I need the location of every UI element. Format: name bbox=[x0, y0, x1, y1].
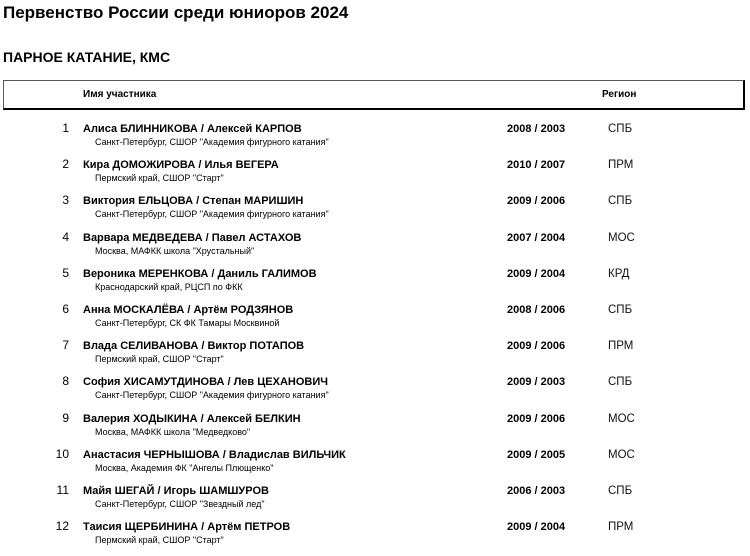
region-code: ПРМ bbox=[608, 340, 634, 353]
region-code: СПБ bbox=[608, 123, 633, 135]
column-header-region: Регион bbox=[602, 89, 637, 100]
birth-years: 2009 / 2004 bbox=[507, 267, 566, 280]
pair-names: София ХИСАМУТДИНОВА / Лев ЦЕХАНОВИЧ bbox=[83, 376, 328, 389]
club-info: Санкт-Петербург, СК ФК Тамары Москвиной bbox=[95, 317, 280, 328]
pair-names: Кира ДОМОЖИРОВА / Илья ВЕГЕРА bbox=[83, 159, 279, 172]
club-info: Пермский край, СШОР "Старт" bbox=[95, 354, 224, 365]
entry-number: 3 bbox=[62, 193, 69, 208]
pair-names: Алиса БЛИННИКОВА / Алексей КАРПОВ bbox=[83, 123, 302, 135]
region-code: СПБ bbox=[608, 484, 633, 497]
pair-names: Влада СЕЛИВАНОВА / Виктор ПОТАПОВ bbox=[83, 340, 305, 353]
pair-names: Валерия ХОДЫКИНА / Алексей БЕЛКИН bbox=[83, 412, 301, 425]
entry-number: 8 bbox=[62, 374, 69, 389]
entry-number: 5 bbox=[62, 265, 69, 280]
entry-number: 1 bbox=[62, 121, 69, 135]
birth-years: 2007 / 2004 bbox=[507, 231, 566, 244]
region-code: МОС bbox=[608, 412, 635, 425]
region-code: СПБ bbox=[608, 376, 633, 389]
birth-years: 2009 / 2006 bbox=[507, 412, 566, 425]
pair-names: Анна МОСКАЛЁВА / Артём РОДЗЯНОВ bbox=[83, 303, 294, 316]
pair-names: Таисия ЩЕРБИНИНА / Артём ПЕТРОВ bbox=[83, 521, 291, 534]
entry-number: 2 bbox=[62, 157, 69, 172]
club-info: Краснодарский край, РЦСП по ФКК bbox=[95, 281, 243, 292]
table-row bbox=[0, 120, 750, 156]
birth-years: 2008 / 2006 bbox=[507, 303, 566, 316]
pair-names: Вероника МЕРЕНКОВА / Даниль ГАЛИМОВ bbox=[83, 267, 317, 280]
table-row bbox=[0, 301, 750, 337]
club-info: Пермский край, СШОР "Старт" bbox=[95, 173, 224, 184]
column-header-name: Имя участника bbox=[83, 89, 157, 100]
table-row bbox=[0, 229, 750, 265]
birth-years: 2009 / 2006 bbox=[507, 340, 566, 353]
page-title: Первенство России среди юниоров 2024 bbox=[3, 3, 349, 22]
birth-years: 2010 / 2007 bbox=[507, 159, 566, 172]
club-info: Санкт-Петербург, СШОР "Академия фигурного катания" bbox=[95, 209, 329, 220]
birth-years: 2009 / 2003 bbox=[507, 376, 566, 389]
section-title: ПАРНОЕ КАТАНИЕ, КМС bbox=[3, 49, 171, 65]
entry-number: 11 bbox=[56, 482, 69, 497]
pair-names: Варвара МЕДВЕДЕВА / Павел АСТАХОВ bbox=[83, 231, 302, 244]
pair-names: Майя ШЕГАЙ / Игорь ШАМШУРОВ bbox=[83, 484, 269, 497]
pair-names: Анастасия ЧЕРНЫШОВА / Владислав ВИЛЬЧИК bbox=[83, 448, 346, 461]
region-code: МОС bbox=[608, 448, 635, 461]
club-info: Санкт-Петербург, СШОР "Академия фигурного катания" bbox=[95, 390, 329, 401]
table-header bbox=[3, 80, 745, 110]
region-code: СПБ bbox=[608, 303, 633, 316]
region-code: МОС bbox=[608, 231, 635, 244]
birth-years: 2009 / 2004 bbox=[507, 521, 566, 534]
club-info: Пермский край, СШОР "Старт" bbox=[95, 535, 224, 546]
region-code: ПРМ bbox=[608, 159, 634, 172]
entries-list bbox=[0, 120, 750, 554]
club-info: Москва, Академия ФК "Ангелы Плющенко" bbox=[95, 462, 274, 473]
birth-years: 2006 / 2003 bbox=[507, 484, 566, 497]
region-code: ПРМ bbox=[608, 521, 634, 534]
table-row bbox=[0, 265, 750, 301]
entry-number: 7 bbox=[62, 338, 69, 353]
pair-names: Виктория ЕЛЬЦОВА / Степан МАРИШИН bbox=[83, 195, 304, 208]
table-row bbox=[0, 156, 750, 192]
entry-number: 12 bbox=[55, 519, 69, 534]
table-row bbox=[0, 446, 750, 482]
entry-number: 10 bbox=[55, 446, 69, 461]
entry-number: 4 bbox=[62, 229, 69, 244]
club-info: Москва, МАФКК школа "Медведково" bbox=[95, 426, 251, 437]
club-info: Москва, МАФКК школа "Хрустальный" bbox=[95, 245, 255, 256]
birth-years: 2009 / 2006 bbox=[507, 195, 566, 208]
region-code: КРД bbox=[608, 267, 630, 280]
birth-years: 2009 / 2005 bbox=[507, 448, 566, 461]
club-info: Санкт-Петербург, СШОР "Академия фигурного катания" bbox=[95, 137, 329, 147]
table-row bbox=[0, 410, 750, 446]
table-row bbox=[0, 192, 750, 228]
entry-number: 9 bbox=[62, 410, 69, 425]
entry-number: 6 bbox=[62, 301, 69, 316]
region-code: СПБ bbox=[608, 195, 633, 208]
table-row bbox=[0, 482, 750, 518]
table-row bbox=[0, 518, 750, 554]
table-row bbox=[0, 373, 750, 409]
table-row bbox=[0, 337, 750, 373]
birth-years: 2008 / 2003 bbox=[507, 123, 566, 135]
club-info: Санкт-Петербург, СШОР "Звездный лед" bbox=[95, 498, 265, 509]
